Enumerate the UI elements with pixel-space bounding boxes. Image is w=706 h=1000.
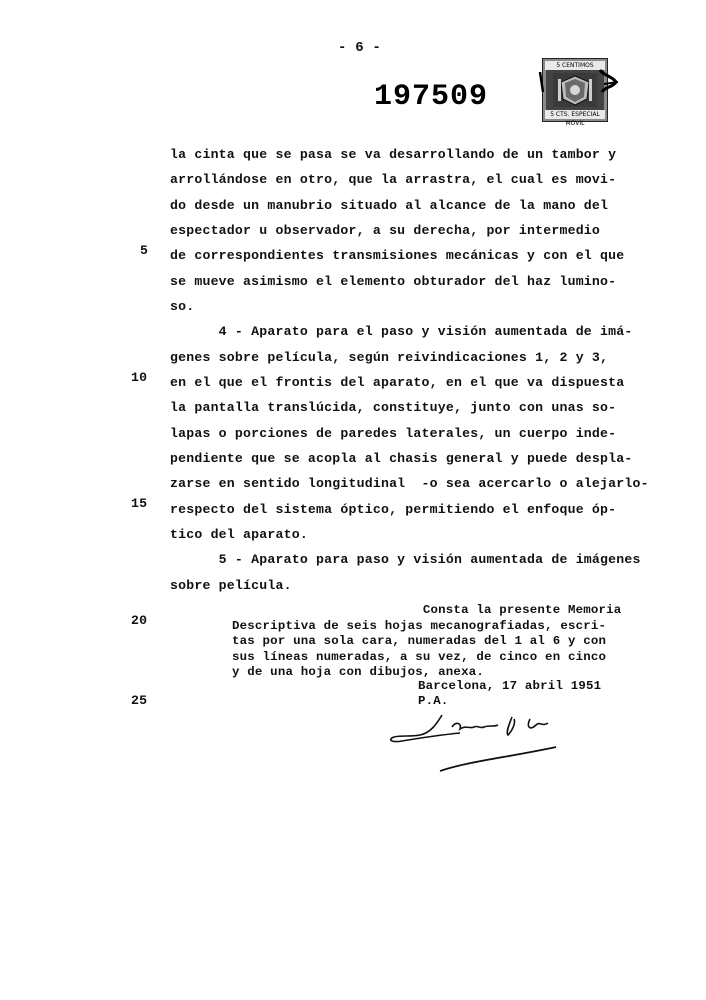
claim-5-first-line: 5 - Aparato para paso y visión aumentada de imágenes <box>170 552 641 567</box>
closing-line: y de una hoja con dibujos, anexa. <box>232 665 484 679</box>
closing-line: sus líneas numeradas, a su vez, de cinco en cinco <box>232 650 607 664</box>
cancellation-mark-icon <box>532 62 622 104</box>
line-number: 10 <box>131 370 148 385</box>
body-line: se mueve asimismo el elemento obturador del haz lumino- <box>170 274 617 289</box>
line-number: 25 <box>131 693 148 708</box>
body-line: tico del aparato. <box>170 527 308 542</box>
body-line: la pantalla translúcida, constituye, junto con unas so- <box>170 400 617 415</box>
place-date: Barcelona, 17 abril 1951 <box>418 679 602 693</box>
closing-line: Descriptiva de seis hojas mecanografiadas, escri- <box>232 619 607 633</box>
body-line: arrollándose en otro, que la arrastra, el cual es movi- <box>170 172 617 187</box>
closing-line: tas por una sola cara, numeradas del 1 al 6 y con <box>232 634 607 648</box>
line-number: 5 <box>140 243 149 258</box>
body-line: pendiente que se acopla al chasis general y puede despla- <box>170 451 633 466</box>
body-line: lapas o porciones de paredes laterales, un cuerpo inde- <box>170 426 617 441</box>
closing-line: Consta la presente Memoria <box>232 603 622 617</box>
signatory-label: P.A. <box>418 694 449 708</box>
body-line: de correspondientes transmisiones mecánicas y con el que <box>170 248 625 263</box>
stamp-bottom-text: 5 CTS. ESPECIAL MOVIL <box>545 110 605 119</box>
claim-4-first-line: 4 - Aparato para el paso y visión aumentada de imá- <box>170 324 633 339</box>
body-line: espectador u observador, a su derecha, por intermedio <box>170 223 601 238</box>
body-line: respecto del sistema óptico, permitiendo el enfoque óp- <box>170 502 617 517</box>
page-number: - 6 - <box>338 40 382 56</box>
body-line: en el que el frontis del aparato, en el que va dispuesta <box>170 375 625 390</box>
body-line: zarse en sentido longitudinal -o sea acercarlo o alejarlo- <box>170 476 649 491</box>
handwritten-signature <box>380 705 580 785</box>
patent-number: 197509 <box>374 80 489 114</box>
stamp-top-text: 5 CENTIMOS <box>545 61 605 70</box>
body-line: genes sobre película, según reivindicaciones 1, 2 y 3, <box>170 350 609 365</box>
line-number: 20 <box>131 613 148 628</box>
line-number: 15 <box>131 496 148 511</box>
body-line: do desde un manubrio situado al alcance de la mano del <box>170 198 609 213</box>
body-line: so. <box>170 299 195 314</box>
body-line: sobre película. <box>170 578 292 593</box>
body-line: la cinta que se pasa se va desarrollando de un tambor y <box>170 147 617 162</box>
